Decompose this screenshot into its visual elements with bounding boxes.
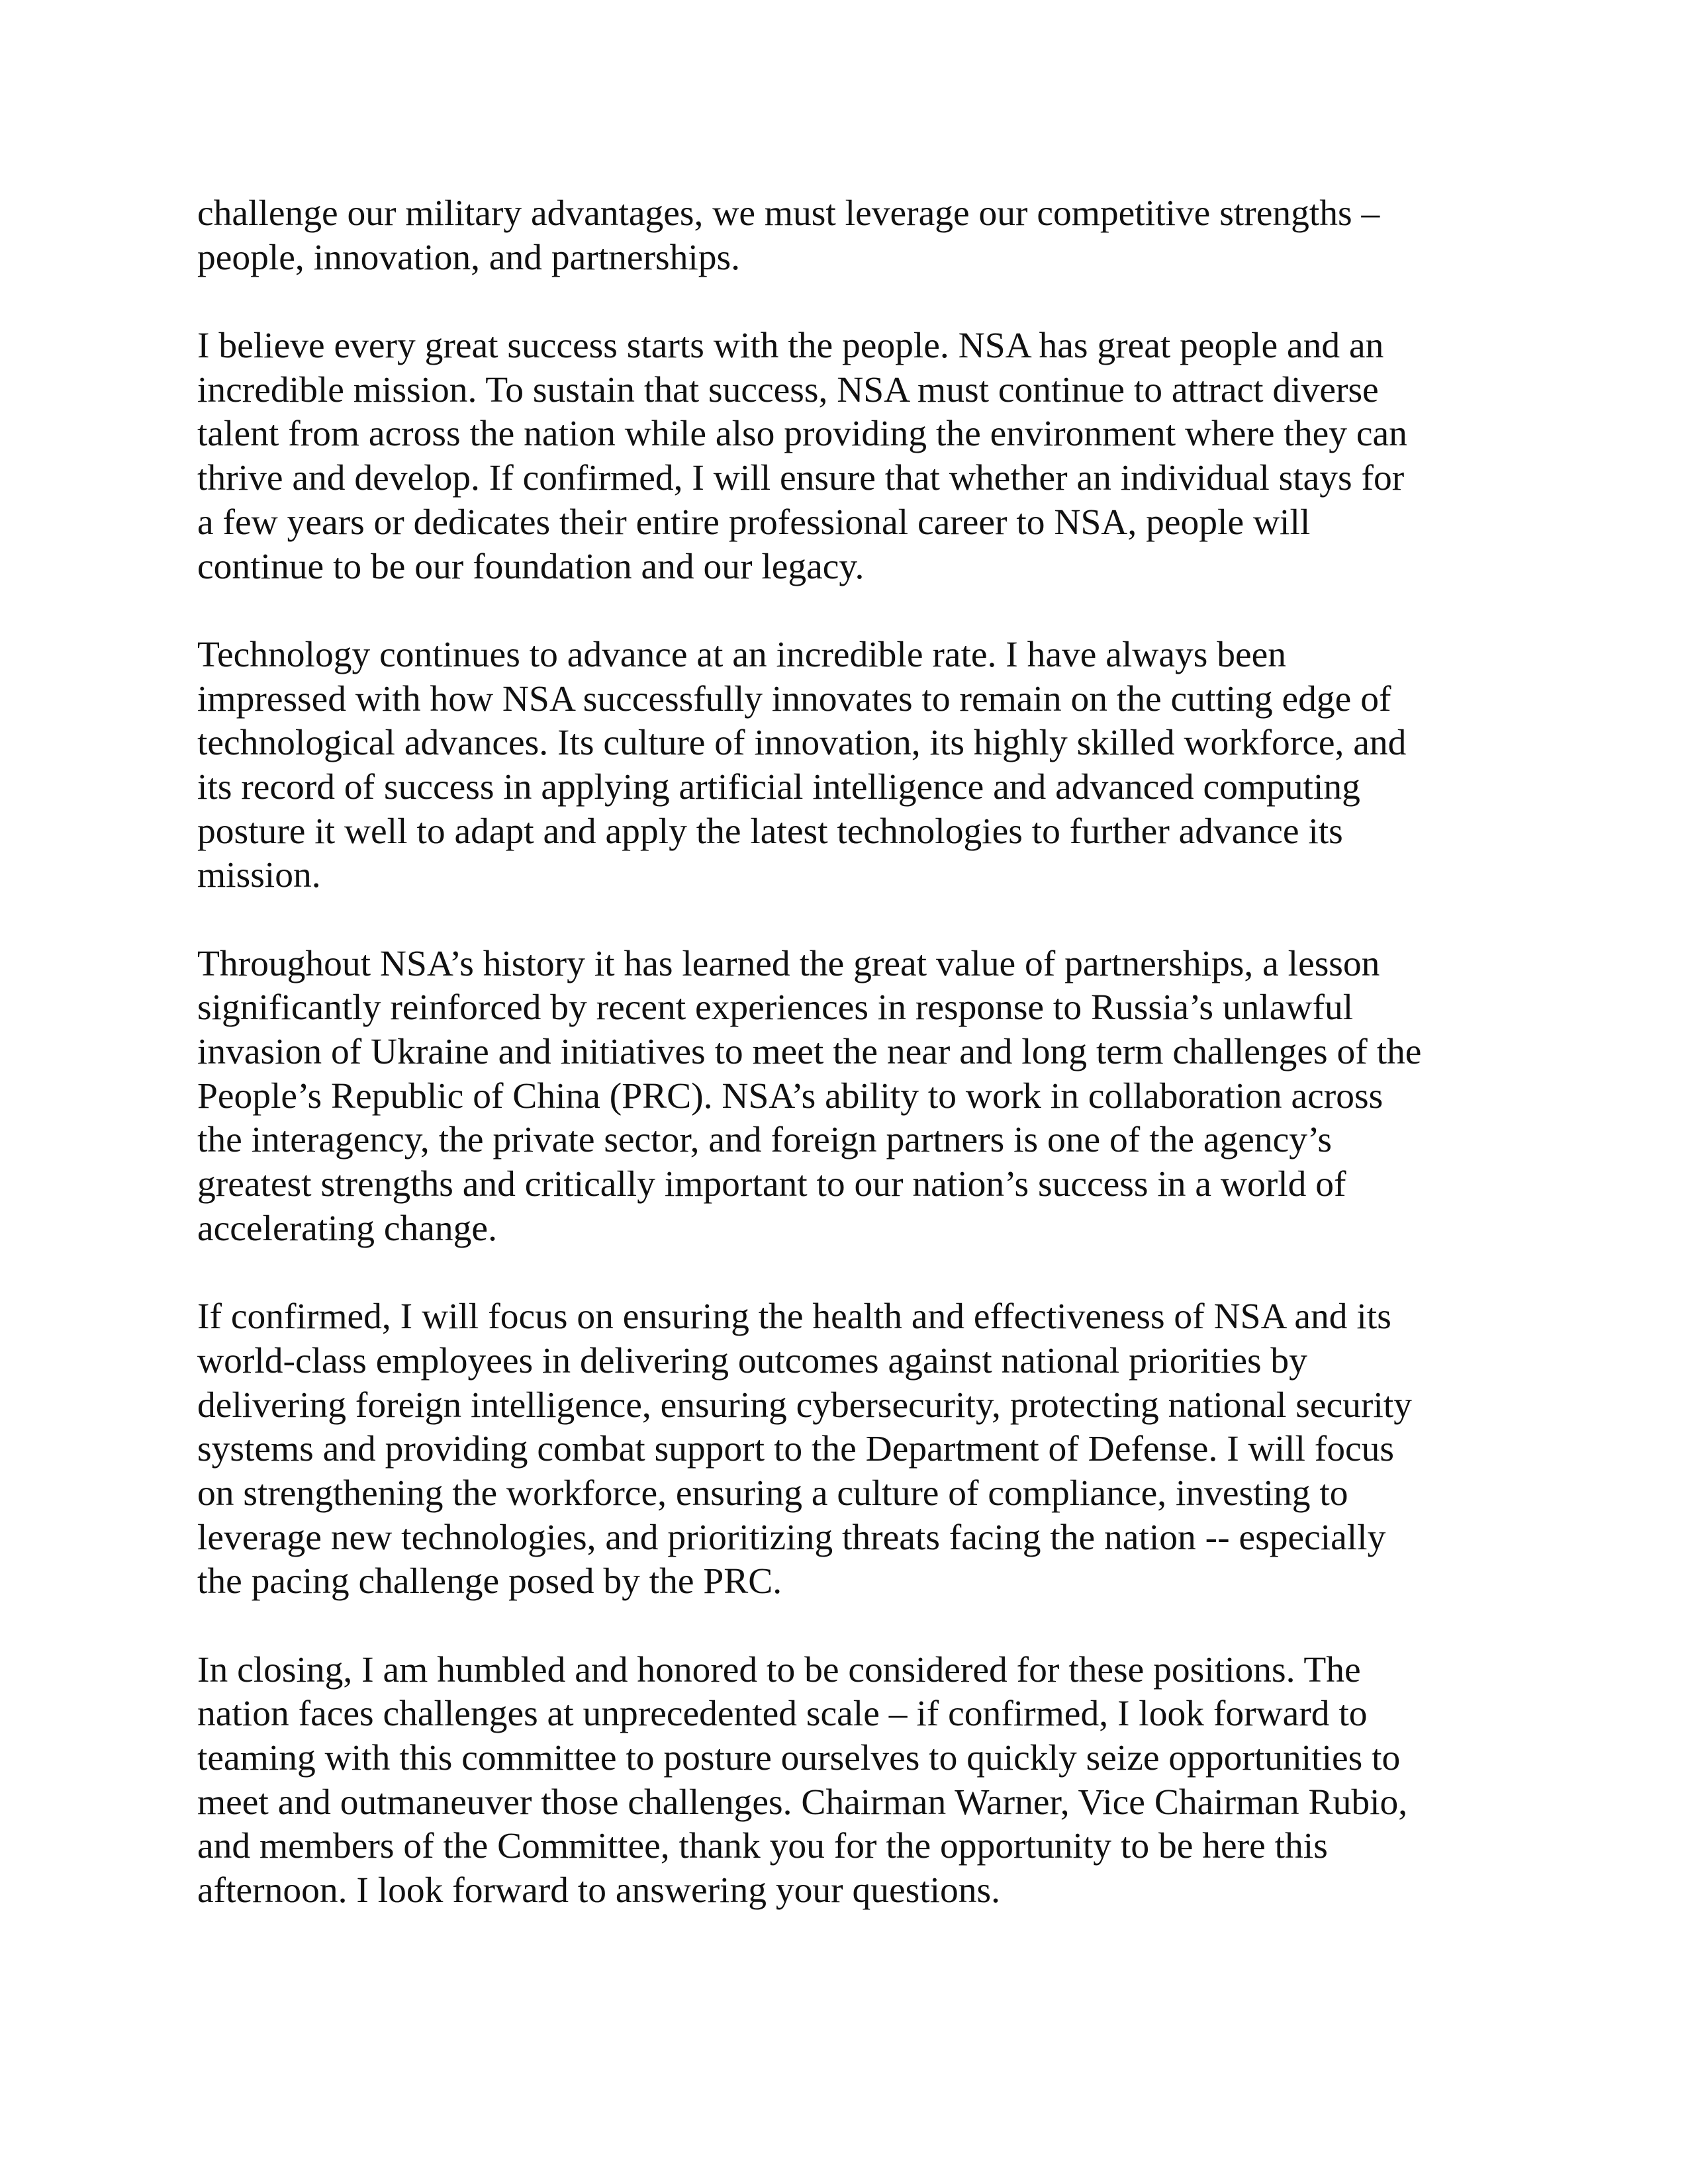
paragraph-5 bbox=[197, 1295, 1515, 1604]
text-line: the pacing challenge posed by the PRC. bbox=[197, 1561, 782, 1602]
paragraph-1 bbox=[197, 192, 1515, 280]
text-line: meet and outmaneuver those challenges. Chairman Warner, Vice Chairman Rubio, bbox=[197, 1782, 1408, 1823]
text-line: technological advances. Its culture of innovation, its highly skilled workforce, and bbox=[197, 723, 1407, 764]
paragraph-6 bbox=[197, 1649, 1515, 1913]
text-line: a few years or dedicates their entire professional career to NSA, people will bbox=[197, 502, 1311, 543]
text-line: its record of success in applying artificial intelligence and advanced computing bbox=[197, 766, 1360, 807]
text-line: and members of the Committee, thank you for the opportunity to be here this bbox=[197, 1826, 1328, 1867]
text-line: on strengthening the workforce, ensuring a culture of compliance, investing to bbox=[197, 1473, 1348, 1514]
text-line: Throughout NSA’s history it has learned the great value of partnerships, a lesson bbox=[197, 943, 1380, 984]
text-line: greatest strengths and critically important to our nation’s success in a world of bbox=[197, 1164, 1346, 1205]
text-line: significantly reinforced by recent experiences in response to Russia’s unlawful bbox=[197, 987, 1354, 1028]
text-line: accelerating change. bbox=[197, 1208, 497, 1249]
text-line: posture it well to adapt and apply the latest technologies to further advance its bbox=[197, 811, 1343, 852]
text-line: people, innovation, and partnerships. bbox=[197, 237, 740, 278]
text-line: delivering foreign intelligence, ensuring cybersecurity, protecting national security bbox=[197, 1385, 1412, 1426]
text-line: challenge our military advantages, we must leverage our competitive strengths – bbox=[197, 193, 1380, 234]
text-line: afternoon. I look forward to answering your questions. bbox=[197, 1870, 1001, 1911]
text-line: impressed with how NSA successfully innovates to remain on the cutting edge of bbox=[197, 678, 1391, 719]
text-line: People’s Republic of China (PRC). NSA’s ability to work in collaboration across bbox=[197, 1075, 1383, 1116]
text-line: talent from across the nation while also providing the environment where they can bbox=[197, 414, 1407, 455]
paragraph-2 bbox=[197, 324, 1515, 589]
text-line: systems and providing combat support to the Department of Defense. I will focus bbox=[197, 1429, 1394, 1470]
paragraph-3 bbox=[197, 633, 1515, 898]
text-line: world-class employees in delivering outcomes against national priorities by bbox=[197, 1340, 1307, 1381]
paragraph-4 bbox=[197, 942, 1515, 1251]
text-line: In closing, I am humbled and honored to be considered for these positions. The bbox=[197, 1649, 1361, 1690]
text-line: nation faces challenges at unprecedented scale – if confirmed, I look forward to bbox=[197, 1694, 1368, 1735]
document-body bbox=[197, 192, 1515, 1958]
text-line: teaming with this committee to posture ourselves to quickly seize opportunities to bbox=[197, 1738, 1401, 1779]
text-line: the interagency, the private sector, and foreign partners is one of the agency’s bbox=[197, 1120, 1332, 1161]
text-line: leverage new technologies, and prioritizing threats facing the nation -- especially bbox=[197, 1517, 1386, 1558]
text-line: incredible mission. To sustain that success, NSA must continue to attract diverse bbox=[197, 369, 1379, 410]
text-line: mission. bbox=[197, 855, 321, 896]
text-line: I believe every great success starts with the people. NSA has great people and an bbox=[197, 326, 1384, 367]
text-line: invasion of Ukraine and initiatives to meet the near and long term challenges of the bbox=[197, 1032, 1422, 1073]
text-line: Technology continues to advance at an incredible rate. I have always been bbox=[197, 634, 1287, 675]
text-line: continue to be our foundation and our legacy. bbox=[197, 546, 865, 587]
text-line: If confirmed, I will focus on ensuring the health and effectiveness of NSA and its bbox=[197, 1297, 1391, 1338]
text-line: thrive and develop. If confirmed, I will ensure that whether an individual stays for bbox=[197, 458, 1405, 499]
